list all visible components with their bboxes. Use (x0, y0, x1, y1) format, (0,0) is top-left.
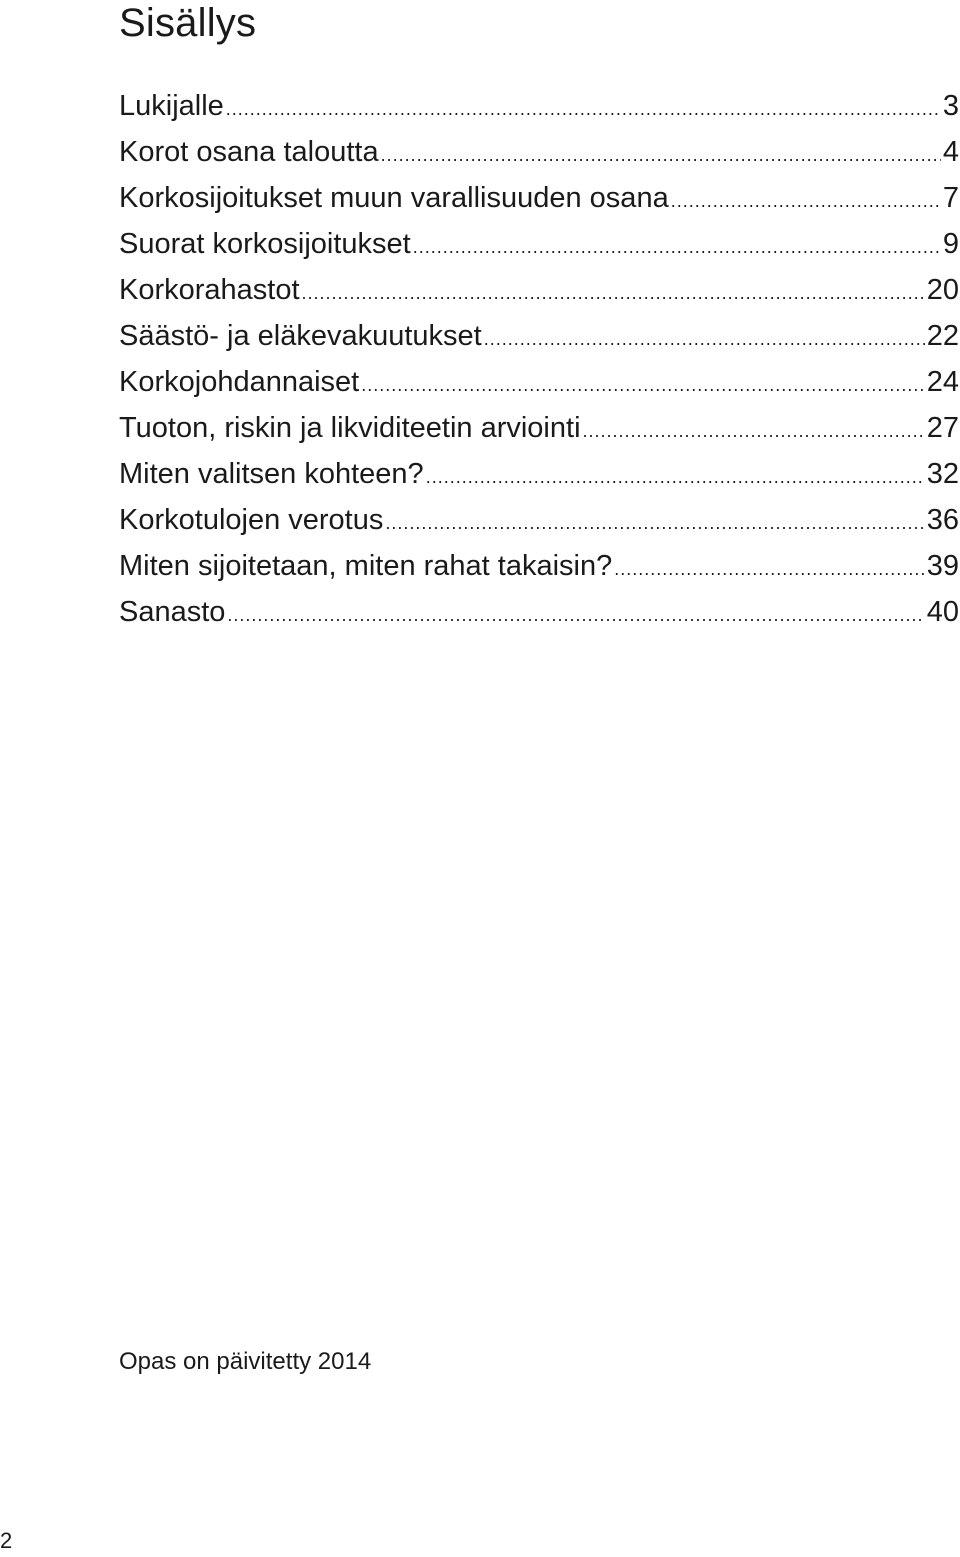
toc-dot-leader (426, 454, 925, 497)
table-of-contents (119, 83, 959, 635)
toc-dot-leader (413, 224, 941, 267)
toc-entry[interactable] (119, 175, 959, 221)
toc-dot-leader (385, 500, 924, 543)
toc-entry-label: Sanasto (119, 596, 226, 628)
toc-entry[interactable] (119, 589, 959, 635)
toc-entry-page: 27 (926, 412, 959, 444)
toc-dot-leader (302, 270, 925, 313)
toc-entry[interactable] (119, 83, 959, 129)
toc-dot-leader (361, 362, 925, 405)
toc-entry[interactable] (119, 313, 959, 359)
toc-entry-label: Säästö- ja eläkevakuutukset (119, 320, 482, 352)
toc-entry-page: 22 (926, 320, 959, 352)
toc-entry[interactable] (119, 359, 959, 405)
updated-note: Opas on päivitetty 2014 (119, 1348, 372, 1375)
toc-entry-label: Tuoton, riskin ja likviditeetin arviointi (119, 412, 581, 444)
toc-entry-label: Lukijalle (119, 90, 224, 122)
toc-dot-leader (484, 316, 925, 359)
toc-entry-label: Miten valitsen kohteen? (119, 458, 424, 490)
toc-entry-page: 36 (926, 504, 959, 536)
toc-dot-leader (583, 408, 925, 451)
toc-entry-page: 4 (942, 136, 959, 168)
toc-dot-leader (671, 178, 941, 221)
toc-entry-label: Korkosijoitukset muun varallisuuden osana (119, 182, 669, 214)
toc-entry-label: Miten sijoitetaan, miten rahat takaisin? (119, 550, 613, 582)
toc-dot-leader (227, 592, 924, 635)
toc-entry[interactable] (119, 221, 959, 267)
toc-dot-leader (381, 132, 941, 175)
toc-entry-label: Korkotulojen verotus (119, 504, 384, 536)
toc-entry-label: Korkorahastot (119, 274, 300, 306)
toc-entry[interactable] (119, 451, 959, 497)
page-number: 2 (0, 1528, 13, 1553)
toc-entry[interactable] (119, 497, 959, 543)
toc-entry[interactable] (119, 405, 959, 451)
toc-dot-leader (614, 546, 924, 589)
toc-entry-label: Suorat korkosijoitukset (119, 228, 411, 260)
toc-entry-page: 3 (942, 90, 959, 122)
page-title: Sisällys (119, 1, 257, 45)
toc-entry-page: 32 (926, 458, 959, 490)
toc-entry-label: Korkojohdannaiset (119, 366, 360, 398)
toc-dot-leader (226, 86, 941, 129)
toc-entry-page: 40 (926, 596, 959, 628)
toc-entry-label: Korot osana taloutta (119, 136, 379, 168)
toc-entry[interactable] (119, 267, 959, 313)
toc-entry-page: 9 (942, 228, 959, 260)
toc-entry-page: 24 (926, 366, 959, 398)
toc-entry-page: 7 (942, 182, 959, 214)
toc-entry-page: 39 (926, 550, 959, 582)
toc-entry[interactable] (119, 543, 959, 589)
toc-entry-page: 20 (926, 274, 959, 306)
toc-entry[interactable] (119, 129, 959, 175)
